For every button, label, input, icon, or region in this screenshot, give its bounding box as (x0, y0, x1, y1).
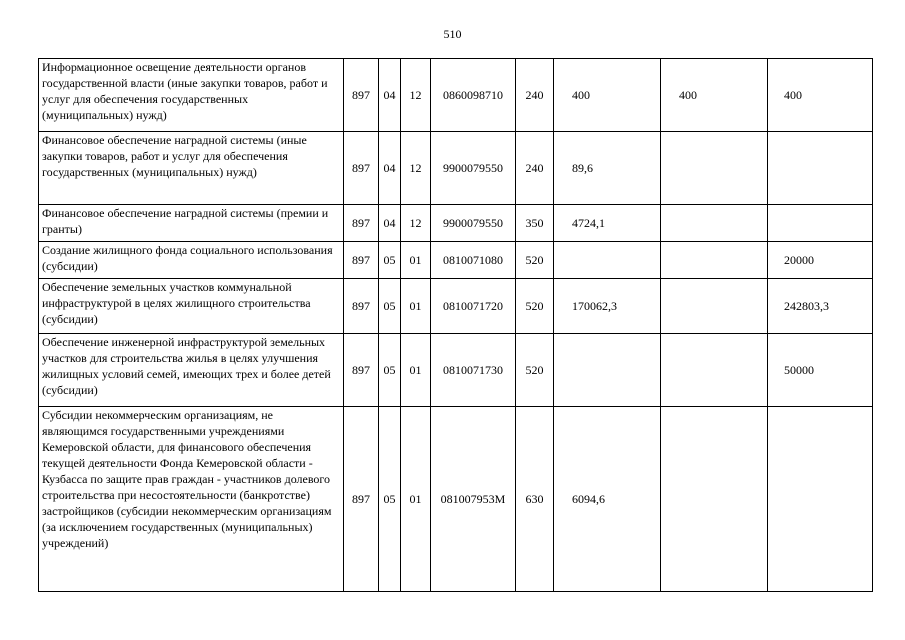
ministry-code: 897 (344, 279, 379, 334)
table-row (39, 59, 873, 132)
budget-table (38, 58, 873, 592)
target-code: 9900079550 (431, 205, 516, 242)
amount-1: 89,6 (554, 132, 661, 205)
expense-name: Информационное освещение деятельности органов государственной власти (иные закупки товаров, работ и услуг для обеспечения государственных (муниципальных) нужд) (39, 59, 344, 132)
subsection-code: 01 (401, 407, 431, 592)
section-code: 04 (379, 132, 401, 205)
table-row (39, 334, 873, 407)
amount-1: 170062,3 (554, 279, 661, 334)
expense-type-code: 520 (516, 279, 554, 334)
amount-2: 400 (661, 59, 768, 132)
amount-2 (661, 279, 768, 334)
amount-2 (661, 407, 768, 592)
section-code: 04 (379, 59, 401, 132)
expense-name: Обеспечение инженерной инфраструктурой земельных участков для строительства жилья в целях улучшения жилищных условий семей, имеющих трех и более детей (субсидии) (39, 334, 344, 407)
target-code: 0860098710 (431, 59, 516, 132)
expense-type-code: 240 (516, 59, 554, 132)
section-code: 05 (379, 279, 401, 334)
amount-3: 400 (768, 59, 873, 132)
expense-type-code: 630 (516, 407, 554, 592)
section-code: 05 (379, 334, 401, 407)
amount-1 (554, 334, 661, 407)
table-row (39, 279, 873, 334)
expense-type-code: 520 (516, 242, 554, 279)
subsection-code: 01 (401, 242, 431, 279)
subsection-code: 12 (401, 205, 431, 242)
target-code: 0810071730 (431, 334, 516, 407)
amount-3: 242803,3 (768, 279, 873, 334)
target-code: 9900079550 (431, 132, 516, 205)
subsection-code: 12 (401, 59, 431, 132)
expense-type-code: 240 (516, 132, 554, 205)
expense-name: Финансовое обеспечение наградной системы (иные закупки товаров, работ и услуг для обеспечения государственных (муниципальных) нужд) (39, 132, 344, 205)
amount-3: 20000 (768, 242, 873, 279)
subsection-code: 01 (401, 334, 431, 407)
expense-name: Финансовое обеспечение наградной системы (премии и гранты) (39, 205, 344, 242)
amount-2 (661, 132, 768, 205)
subsection-code: 12 (401, 132, 431, 205)
ministry-code: 897 (344, 334, 379, 407)
amount-3 (768, 407, 873, 592)
ministry-code: 897 (344, 132, 379, 205)
table-row (39, 132, 873, 205)
ministry-code: 897 (344, 242, 379, 279)
target-code: 081007953М (431, 407, 516, 592)
target-code: 0810071080 (431, 242, 516, 279)
section-code: 05 (379, 242, 401, 279)
section-code: 05 (379, 407, 401, 592)
expense-name: Субсидии некоммерческим организациям, не являющимся государственными учреждениями Кемеровской области, для финансового обеспечения текущей деятельности Фонда Кемеровской области - Кузбасса по защите прав граждан - участников долевого строительства при несостоятельности (банкротстве) застройщиков (субсидии некоммерческим организациям (за исключением государственных (муниципальных) учреждений) (39, 407, 344, 592)
expense-name: Обеспечение земельных участков коммунальной инфраструктурой в целях жилищного строительства (субсидии) (39, 279, 344, 334)
amount-2 (661, 205, 768, 242)
target-code: 0810071720 (431, 279, 516, 334)
amount-3: 50000 (768, 334, 873, 407)
expense-type-code: 350 (516, 205, 554, 242)
amount-1: 400 (554, 59, 661, 132)
amount-1: 4724,1 (554, 205, 661, 242)
ministry-code: 897 (344, 59, 379, 132)
subsection-code: 01 (401, 279, 431, 334)
amount-1: 6094,6 (554, 407, 661, 592)
table-row (39, 407, 873, 592)
amount-3 (768, 205, 873, 242)
amount-2 (661, 242, 768, 279)
ministry-code: 897 (344, 407, 379, 592)
amount-3 (768, 132, 873, 205)
table-body (39, 59, 873, 592)
expense-name: Создание жилищного фонда социального использования (субсидии) (39, 242, 344, 279)
expense-type-code: 520 (516, 334, 554, 407)
amount-2 (661, 334, 768, 407)
table-row (39, 205, 873, 242)
table-row (39, 242, 873, 279)
page-number: 510 (443, 27, 462, 41)
amount-1 (554, 242, 661, 279)
section-code: 04 (379, 205, 401, 242)
ministry-code: 897 (344, 205, 379, 242)
